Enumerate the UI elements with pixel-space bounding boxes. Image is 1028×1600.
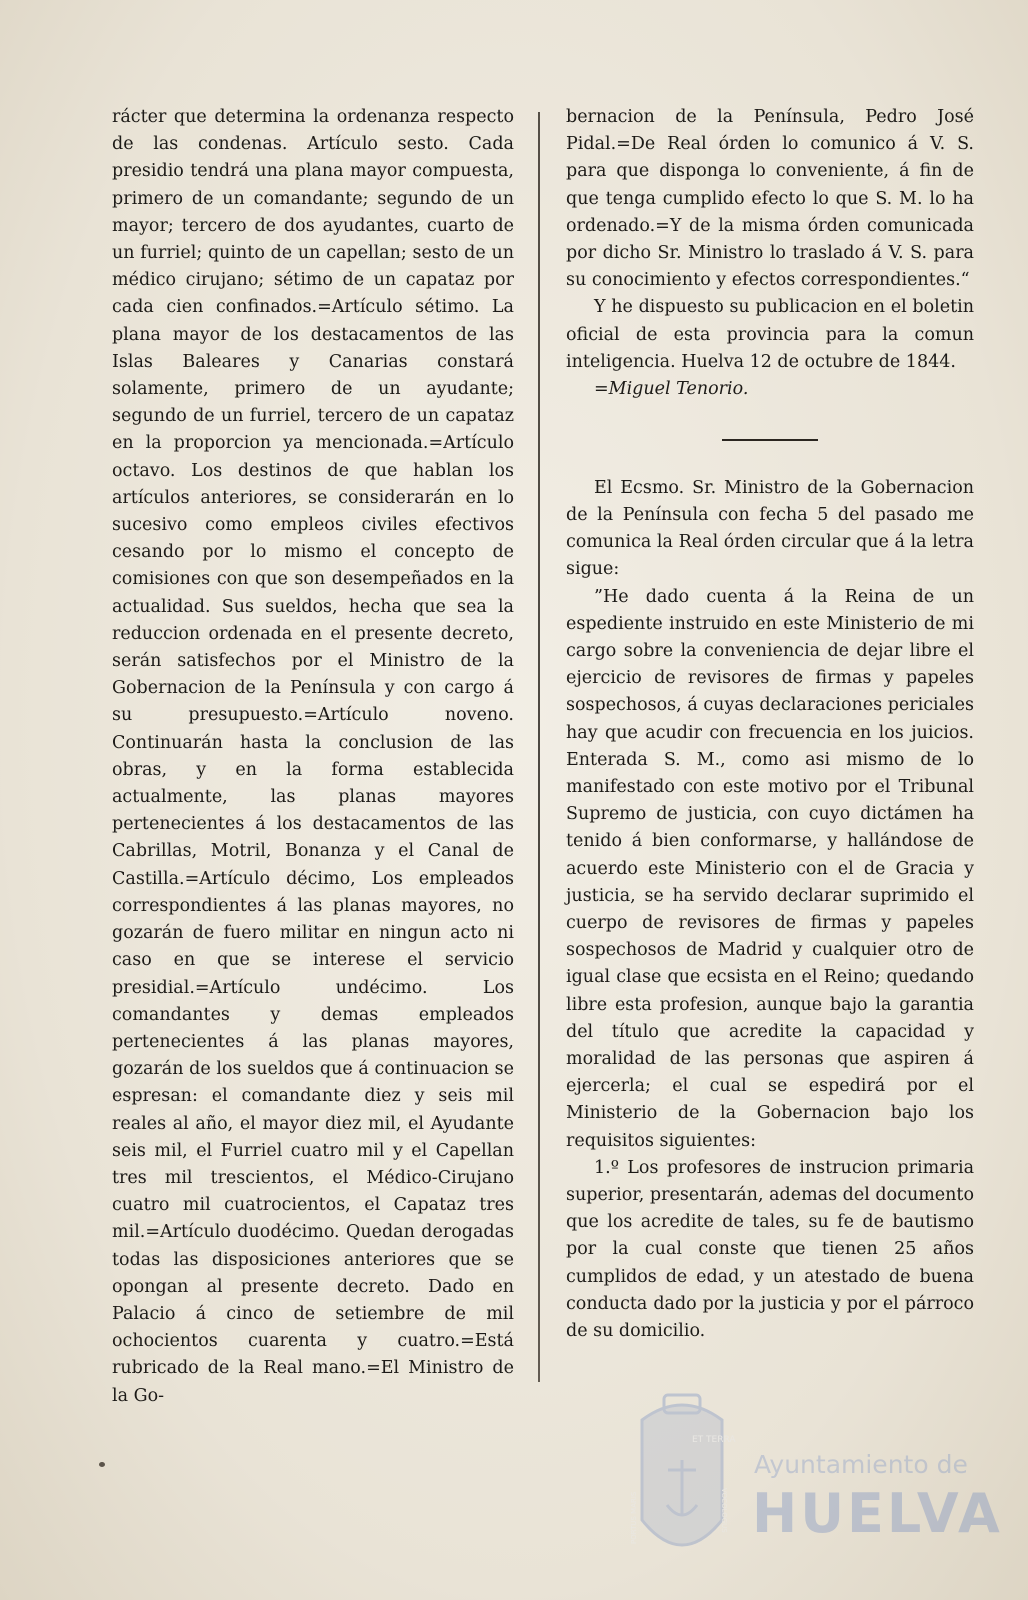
- svg-text:ET TERRA: ET TERRA: [692, 1435, 736, 1445]
- right-paragraph-3: El Ecsmo. Sr. Ministro de la Gobernacion de la Península con fecha 5 del pasado me comunica la Real órden circular que á la letra sigue:: [566, 477, 974, 580]
- watermark-line-1: Ayuntamiento de: [754, 1450, 968, 1479]
- right-paragraph-5: 1.º Los profesores de instrucion primaria superior, presentarán, ademas del documento que los acredite de tales, su fe de bautismo por la cual conste que tienen 25 años cumplidos de edad, y un atestado de buena conducta dado por la justicia y por el párroco de su domicilio.: [566, 1157, 974, 1342]
- ink-speck: [99, 1462, 105, 1467]
- section-rule: [722, 439, 818, 441]
- watermark-line-2: HUELVA: [752, 1482, 1003, 1545]
- left-column-text: rácter que determina la ordenanza respecto de las condenas. Artículo sesto. Cada presidio tendrá una plana mayor compuesta, primero de un comandante; segundo de un mayor; tercero de dos ayudantes, cuarto de un furriel; quinto de un capellan; sesto de un médico cirujano; sétimo de un capataz por cada cien confinados.=Artículo sétimo. La plana mayor de los destacamentos de las Islas Baleares y Canarias constará solamente, primero de un ayudante; segundo de un furriel, tercero de un capataz en la proporcion ya mencionada.=Artículo octavo. Los destinos de que hablan los artículos anteriores, se considerarán en lo sucesivo como empleos civiles efectivos cesando por lo mismo el concepto de comisiones con que son desempeñados en la actualidad. Sus sueldos, hecha que sea la reduccion ordenada en el presente decreto, serán satisfechos por el Ministro de la Gobernacion de la Península y con cargo á su presupuesto.=Artículo noveno. Continuarán hasta la conclusion de las obras, y en la forma establecida actualmente, las planas mayores pertenecientes á los destacamentos de las Cabrillas, Motril, Bonanza y el Canal de Castilla.=Artículo décimo, Los empleados correspondientes á las planas mayores, no gozarán de fuero militar en ningun acto ni caso en que se interese el servicio presidial.=Artículo undécimo. Los comandantes y demas empleados pertenecientes á las planas mayores, gozarán de los sueldos que á continuacion se espresan: el comandante diez y seis mil reales al año, el mayor diez mil, el Ayudante seis mil, el Furriel cuatro mil y el Capellan tres mil trescientos, el Médico-Cirujano cuatro mil cuatrocientos, el Capataz tres mil.=Artículo duodécimo. Quedan derogadas todas las disposiciones anteriores que se opongan al presente decreto. Dado en Palacio á cinco de setiembre de mil ochocientos cuarenta y cuatro.=Está rubricado de la Real mano.=El Ministro de la Go-: [112, 107, 514, 1406]
- coat-of-arms-icon: [622, 1390, 742, 1580]
- right-column: [566, 104, 974, 1345]
- signature: =Miguel Tenorio.: [594, 379, 749, 400]
- column-divider: [538, 112, 540, 1382]
- right-paragraph-1: bernacion de la Península, Pedro José Pidal.=De Real órden lo comunico á V. S. para que disponga lo conveniente, á fin de que tenga cumplido efecto lo que S. M. lo ha ordenado.=Y de la misma órden comunicada por dicho Sr. Ministro lo traslado á V. S. para su conocimiento y efectos correspondientes.“: [566, 107, 974, 291]
- right-paragraph-4: ”He dado cuenta á la Reina de un espediente instruido en este Ministerio de mi cargo sobre la conveniencia de dejar libre el ejercicio de revisores de firmas y papeles sospechosos, á cuyas declaraciones periciales hay que acudir con frecuencia en los juicios. Enterada S. M., como asi mismo de lo manifestado con este motivo por el Tribunal Supremo de justicia, con cuyo dictámen ha tenido á bien conformarse, y hallándose de acuerdo este Ministerio con el de Gracia y justicia, se ha servido declarar suprimido el cuerpo de revisores de firmas y papeles sospechosos de Madrid y cualquier otro de igual clase que ecsista en el Reino; quedando libre esta profesion, aunque bajo la garantia del título que acredite la capacidad y moralidad de las personas que aspiren á ejercerla; el cual se espedirá por el Ministerio de la Gobernacion bajo los requisitos siguientes:: [566, 586, 974, 1151]
- right-paragraph-2: Y he dispuesto su publicacion en el boletin oficial de esta provincia para la comun inteligencia. Huelva 12 de octubre de 1844.: [566, 297, 974, 372]
- watermark: [608, 1390, 1003, 1580]
- left-column: [112, 104, 514, 1410]
- svg-text:PORTUS MARIS: PORTUS MARIS: [630, 1491, 638, 1544]
- svg-text:VOCOLOGUS: VOCOLOGUS: [720, 1488, 728, 1533]
